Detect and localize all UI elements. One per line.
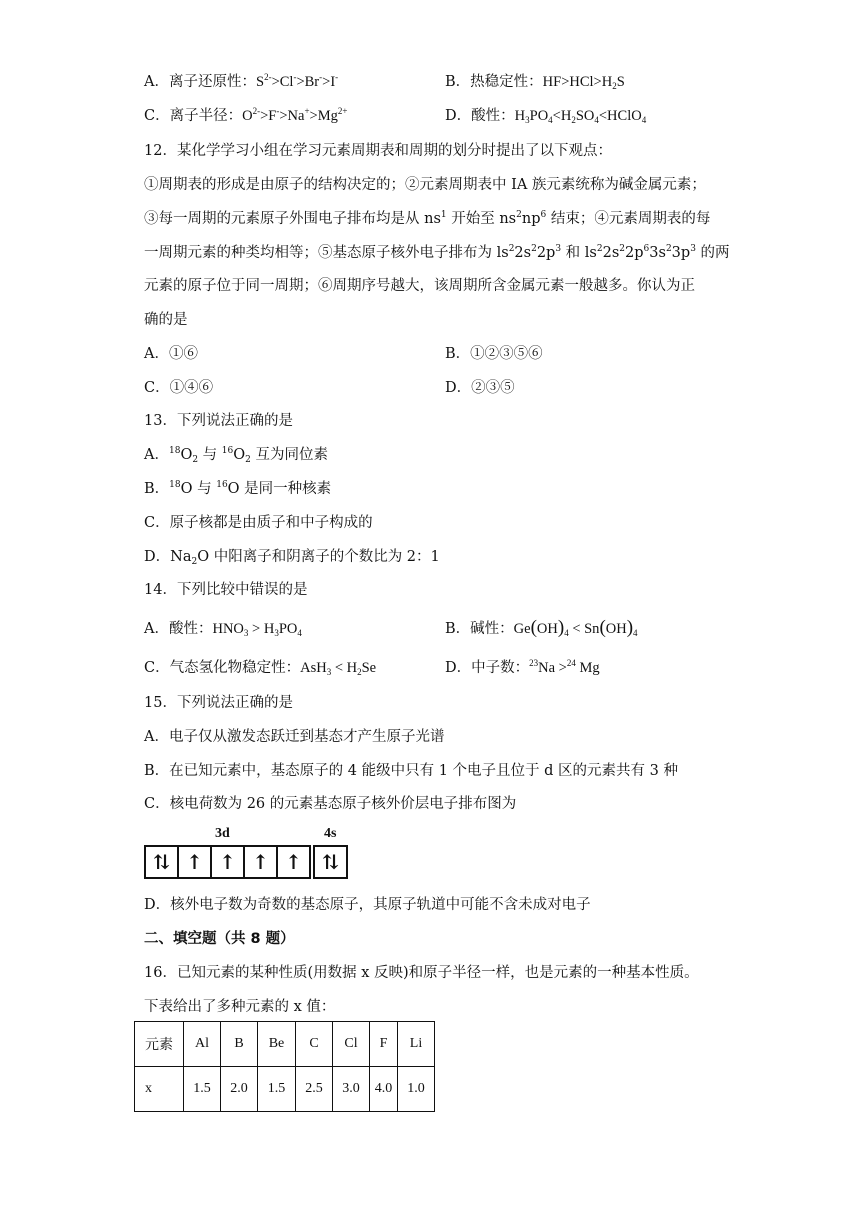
table-cell: B [221,1022,258,1067]
q14-option-b: B．碱性：$Ge(OH)_4 < Sn(OH)_4$ [445,617,638,638]
orbital-box: ↑ [212,847,245,877]
section-title: 二、填空题（共 8 题） [144,931,295,947]
table-cell: Li [398,1022,435,1067]
orbital-4s-label: 4s [324,826,337,841]
table-cell: 元素 [135,1022,184,1067]
table-cell: Cl [333,1022,370,1067]
q13-option-b: B．$^{18}$O 与 $^{16}$O 是同一种核素 [144,480,332,497]
q16-line-1: 16．已知元素的某种性质(用数据 x 反映)和原子半径一样，也是元素的一种基本性质。 [144,965,699,981]
table-cell: 2.0 [221,1067,258,1112]
q12-line-2: ③每一周期的元素原子外围电子排布均是从 $ns^1$ 开始至 $ns^2np^6$ 结束；④元素周期表的每 [144,210,711,227]
q15-option-c: C．核电荷数为 26 的元素基态原子核外价层电子排布图为 [144,796,517,812]
q12-line-5: 确的是 [144,312,188,328]
q13-option-d: D．$Na_2O$ 中阳离子和阴离子的个数比为 2：1 [144,549,440,567]
table-row [135,1067,435,1112]
q14-option-a: A．酸性：$HNO_3 > H_3PO_4$ [144,621,302,638]
q12-stem: 12．某化学学习小组在学习元素周期表和周期的划分时提出了以下观点： [144,143,612,159]
q12-option-b: B．①②③⑤⑥ [445,346,543,362]
table-cell: 1.5 [258,1067,296,1112]
q11-option-c: C．离子半径：$O^{2-}>F^->Na^+>Mg^{2+}$ [144,106,348,124]
orbital-box: ⇅ [146,847,179,877]
orbital-box: ↑ [285,850,302,874]
table-cell: 3.0 [333,1067,370,1112]
orbital-box: ↑ [179,847,212,877]
q15-option-a: A．电子仅从激发态跃迁到基态才产生原子光谱 [144,729,445,745]
q14-option-c: C．气态氢化物稳定性：$AsH_3 < H_2Se$ [144,660,377,677]
q16-line-2: 下表给出了多种元素的 x 值： [144,999,336,1015]
orbital-3d-boxes [144,845,311,879]
q14-stem: 14．下列比较中错误的是 [144,582,308,598]
q12-option-c: C．①④⑥ [144,380,214,396]
element-x-table [134,1021,435,1112]
table-cell: 4.0 [370,1067,398,1112]
q15-option-b: B．在已知元素中，基态原子的 4 能级中只有 1 个电子且位于 d 区的元素共有 3 种 [144,763,678,779]
orbital-3d-label: 3d [215,826,230,841]
table-row [135,1022,435,1067]
q12-line-1: ①周期表的形成是由原子的结构决定的；②元素周期表中 IA 族元素统称为碱金属元素； [144,177,706,193]
q12-line-3: 一周期元素的种类均相等；⑤基态原子核外电子排布为 $ls^22s^22p^3$ 和 $ls^22s^22p^63s^23p^3$ 的两 [144,244,730,261]
orbital-diagram [144,828,364,878]
q12-option-a: A．①⑥ [144,346,198,362]
table-cell: Be [258,1022,296,1067]
table-cell: F [370,1022,398,1067]
table-cell: x [135,1067,184,1112]
table-cell: 1.5 [184,1067,221,1112]
q13-stem: 13．下列说法正确的是 [144,413,293,429]
q11-option-b: B．热稳定性：$HF>HCl>H_2S$ [445,74,625,91]
orbital-4s-boxes [313,845,348,879]
orbital-box: ↑ [245,847,278,877]
q13-option-a: A．$^{18}O_2$ 与 $^{16}O_2$ 互为同位素 [144,446,328,465]
orbital-box: ⇅ [322,850,339,874]
table-cell: C [296,1022,333,1067]
q14-option-d: D．中子数：$^{23}$Na >$^{24}$ Mg [445,658,600,676]
q15-stem: 15．下列说法正确的是 [144,695,293,711]
table-cell: 2.5 [296,1067,333,1112]
q12-line-4: 元素的原子位于同一周期；⑥周期序号越大，该周期所含金属元素一般越多。你认为正 [144,278,695,294]
q11-option-d: D．酸性：$H_3PO_4<H_2SO_4<HClO_4$ [445,108,647,125]
q13-option-c: C．原子核都是由质子和中子构成的 [144,515,373,531]
q11-option-a: A．离子还原性：$S^{2-}>Cl^->Br^->I^-$ [144,72,339,90]
table-cell: Al [184,1022,221,1067]
table-cell: 1.0 [398,1067,435,1112]
q15-option-d: D．核外电子数为奇数的基态原子，其原子轨道中可能不含未成对电子 [144,897,591,913]
q12-option-d: D．②③⑤ [445,380,515,396]
